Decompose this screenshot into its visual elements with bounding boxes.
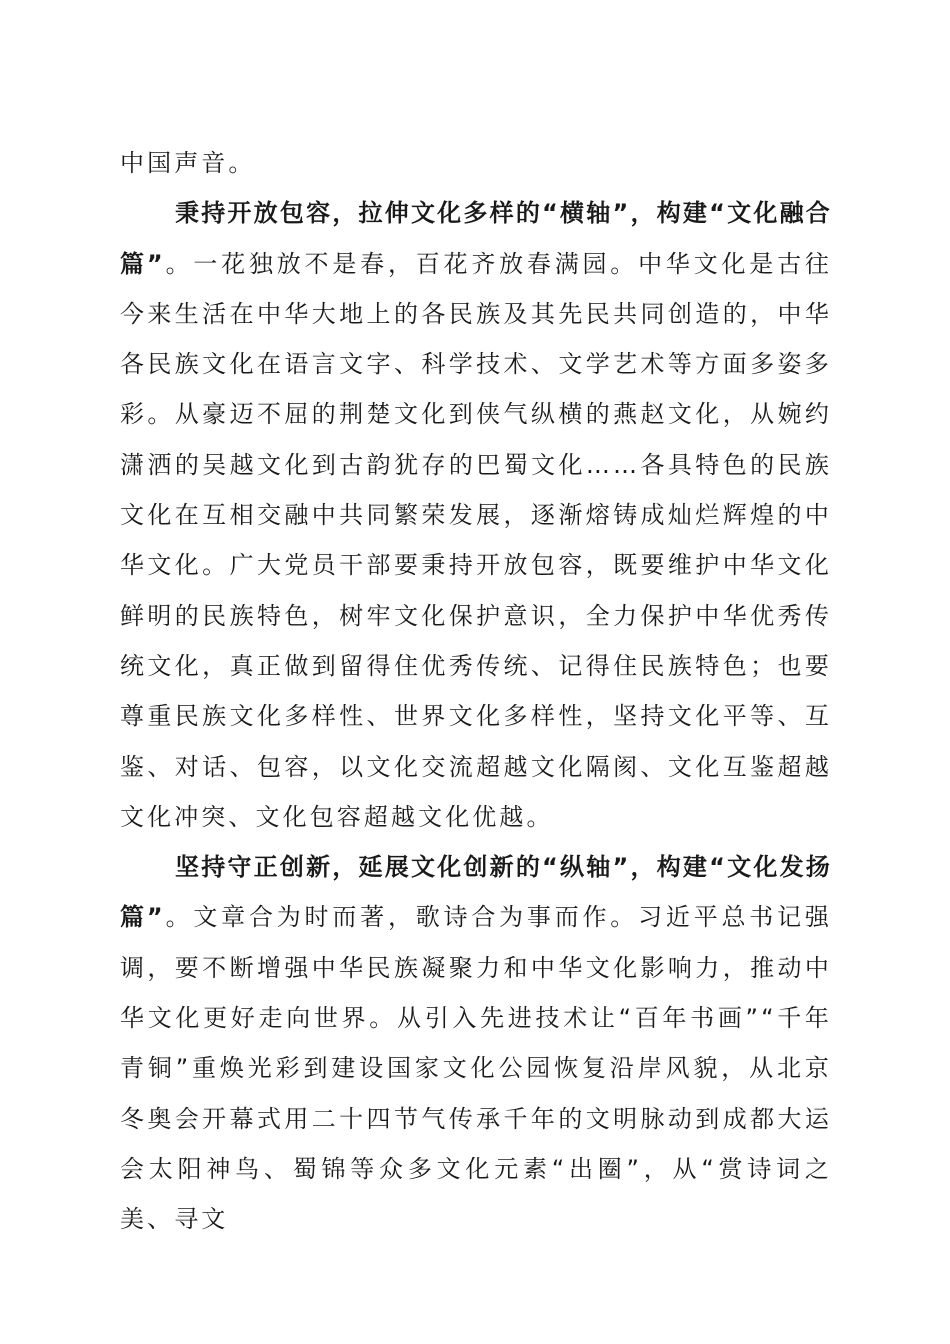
paragraph-2-heading: 秉持开放包容，拉伸文化多样的“横轴”，构建“文化融合篇” [120,199,832,278]
paragraph-3 [120,842,832,1244]
paragraph-1 [120,138,832,188]
paragraph-3-text: 。文章合为时而著，歌诗合为事而作。习近平总书记强调，要不断增强中华民族凝聚力和中华文化影响力，推动中华文化更好走向世界。从引入先进技术让“百年书画”“千年青铜”重焕光彩到建设国家文化公园恢复沿岸风貌，从北京冬奥会开幕式用二十四节气传承千年的文明脉动到成都大运会太阳神鸟、蜀锦等众多文化元素“出圈”，从“赏诗词之美、寻文 [120,903,832,1234]
paragraph-2-text: 。一花独放不是春，百花齐放春满园。中华文化是古往今来生活在中华大地上的各民族及其先民共同创造的，中华各民族文化在语言文字、科学技术、文学艺术等方面多姿多彩。从豪迈不屈的荆楚文化到侠气纵横的燕赵文化，从婉约潇洒的吴越文化到古韵犹存的巴蜀文化……各具特色的民族文化在互相交融中共同繁荣发展，逐渐熔铸成灿烂辉煌的中华文化。广大党员干部要秉持开放包容，既要维护中华文化鲜明的民族特色，树牢文化保护意识，全力保护中华优秀传统文化，真正做到留得住优秀传统、记得住民族特色；也要尊重民族文化多样性、世界文化多样性，坚持文化平等、互鉴、对话、包容，以文化交流超越文化隔阂、文化互鉴超越文化冲突、文化包容超越文化优越。 [120,249,832,831]
paragraph-1-text: 中国声音。 [120,149,256,177]
document-body [120,138,832,1245]
paragraph-2 [120,188,832,842]
paragraph-3-heading: 坚持守正创新，延展文化创新的“纵轴”，构建“文化发扬篇” [120,853,832,932]
